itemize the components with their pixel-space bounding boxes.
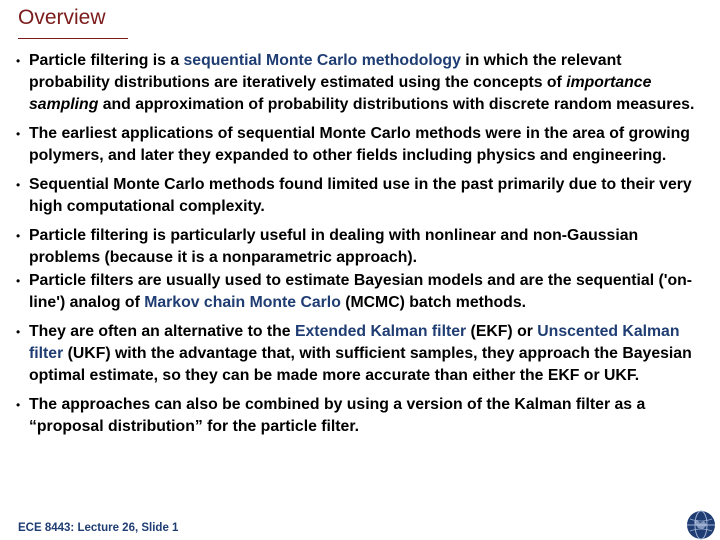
bullet-text: The earliest applications of sequential Monte Carlo methods were in the area of growing polymers, and later they expanded to other fields including physics and engineering. bbox=[29, 125, 690, 164]
bullet-text: in which the relevant probability distributions are iteratively estimated using the concepts of bbox=[29, 52, 622, 91]
bullet-text: (UKF) with the advantage that, with sufficient samples, they approach the Bayesian optimal estimate, so they can be made more accurate than either the EKF or UKF. bbox=[29, 345, 692, 384]
bullet-item bbox=[16, 394, 700, 438]
bullet-item bbox=[16, 50, 700, 116]
emphasized-term: importance sampling bbox=[29, 74, 652, 113]
bullet-text: (EKF) or bbox=[466, 323, 538, 340]
bullet-item bbox=[16, 174, 700, 218]
bullet-text: (MCMC) batch methods. bbox=[340, 294, 527, 311]
bullet-item bbox=[16, 123, 700, 167]
term-link[interactable]: Markov chain Monte Carlo bbox=[144, 294, 341, 311]
slide-title: Overview bbox=[18, 6, 106, 29]
bullet-text: The approaches can also be combined by using a version of the Kalman filter as a “proposal distribution” for the particle filter. bbox=[29, 396, 646, 435]
bullet-text: Sequential Monte Carlo methods found limited use in the past primarily due to their very high computational complexity. bbox=[29, 176, 692, 215]
bullet-text: Particle filtering is particularly useful in dealing with nonlinear and non-Gaussian problems (because it is a nonparametric approach). bbox=[29, 227, 639, 266]
bullet-text: Particle filtering is a bbox=[29, 52, 184, 69]
bullet-text: They are often an alternative to the bbox=[29, 323, 295, 340]
bullet-item bbox=[16, 270, 700, 314]
bullet-list bbox=[16, 50, 700, 445]
term-link[interactable]: sequential Monte Carlo methodology bbox=[183, 52, 461, 69]
bullet-item bbox=[16, 225, 700, 269]
slide-footer: ECE 8443: Lecture 26, Slide 1 bbox=[18, 522, 179, 534]
term-link[interactable]: Unscented Kalman filter bbox=[29, 323, 680, 362]
bullet-text: and approximation of probability distributions with discrete random measures. bbox=[98, 96, 695, 113]
title-underline bbox=[18, 38, 128, 39]
term-link[interactable]: Extended Kalman filter bbox=[294, 323, 467, 340]
bullet-text: Particle filters are usually used to estimate Bayesian models and are the sequential ('on-line') analog of bbox=[29, 272, 693, 311]
bullet-item bbox=[16, 321, 700, 387]
globe-emblem-icon bbox=[686, 510, 716, 540]
